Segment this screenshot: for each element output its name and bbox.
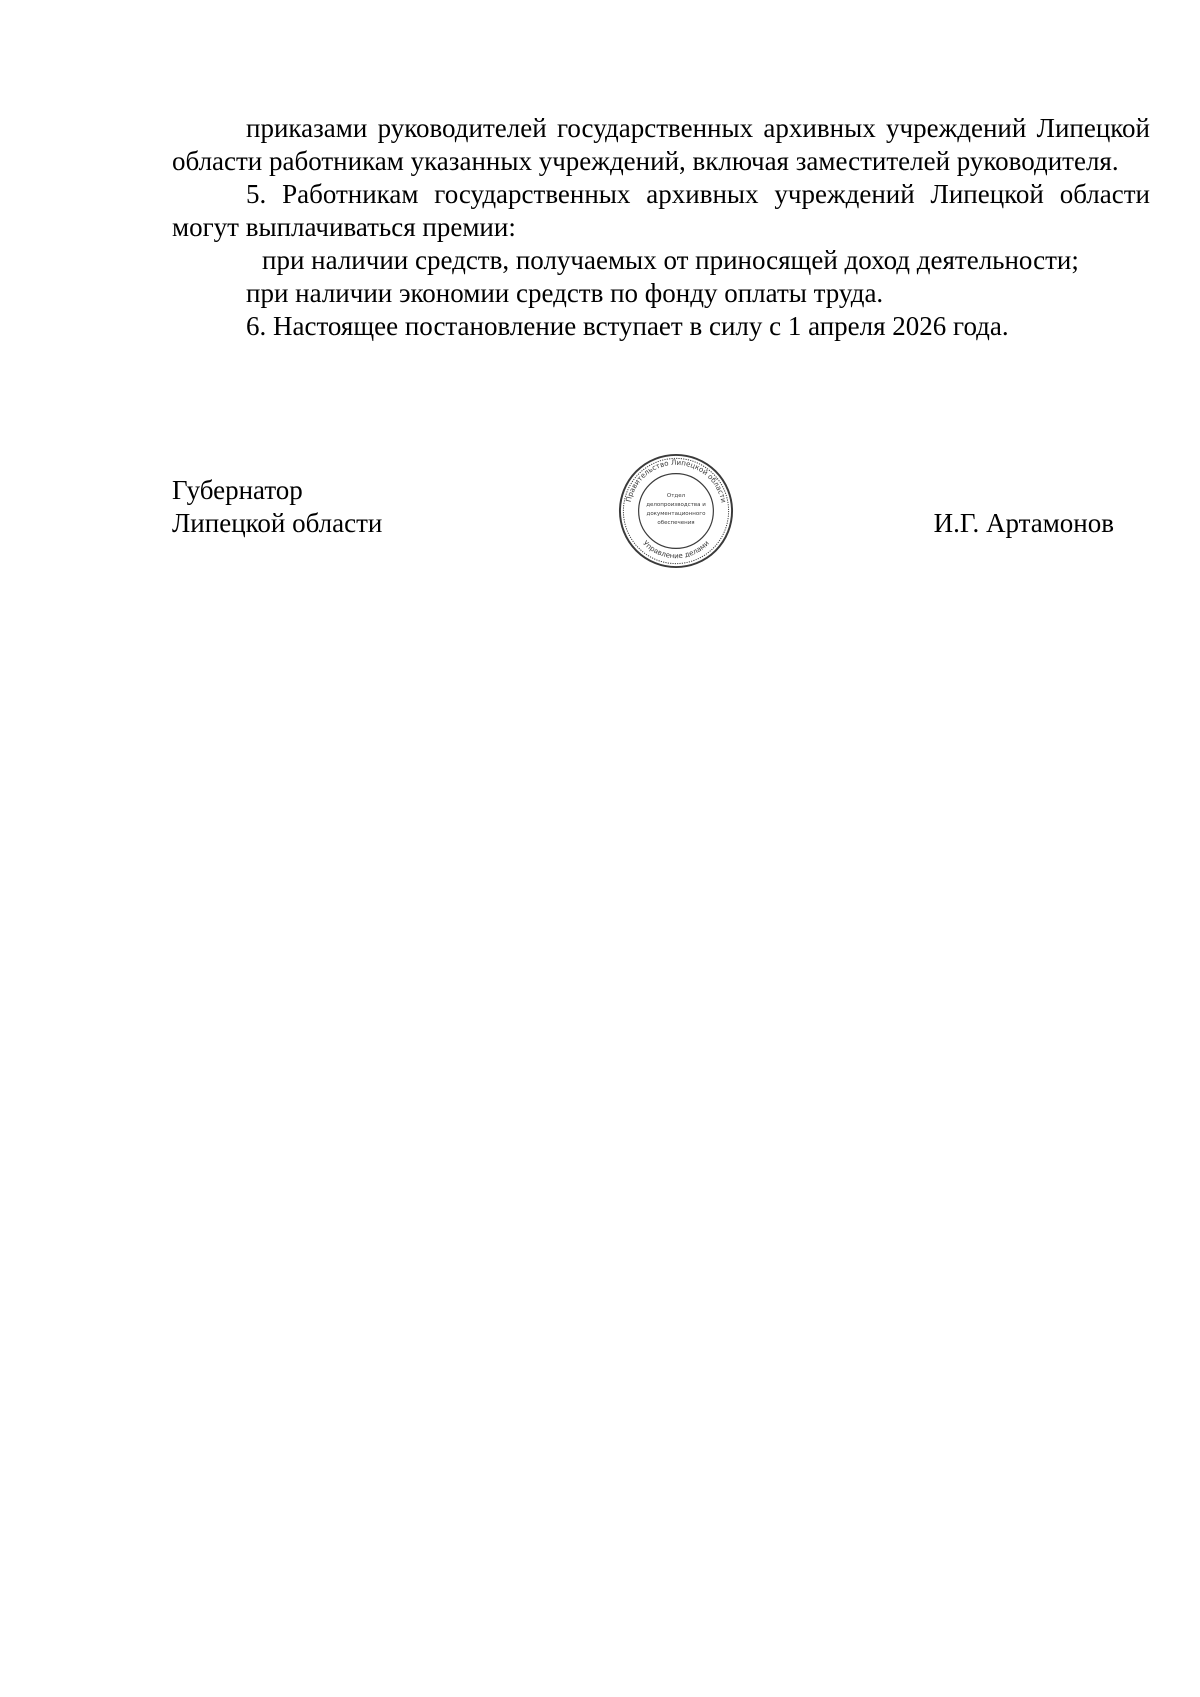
seal-center-line1: Отдел (666, 493, 686, 500)
paragraph-bonus-condition-2: при наличии экономии средств по фонду оплаты труда. (246, 278, 884, 308)
paragraph-bonus-condition-1: при наличии средств, получаемых от приносящей доход деятельности; (262, 245, 1079, 275)
signer-name: И.Г. Артамонов (933, 508, 1114, 538)
seal-center-line2: делопроизводства и (646, 502, 706, 509)
document-body (172, 112, 1150, 343)
paragraph-item-5: 5. Работникам государственных архивных учреждений Липецкой области могут выплачиваться премии: (172, 179, 1150, 242)
signer-position-line1: Губернатор (172, 475, 303, 505)
seal-center-line4: обеспечения (657, 519, 695, 526)
signer-position-line2: Липецкой области (172, 508, 383, 538)
official-seal-stamp (617, 452, 735, 570)
seal-center-line3: документационного (646, 510, 706, 517)
paragraph-continuation: приказами руководителей государственных архивных учреждений Липецкой области работникам указанных учреждений, включая заместителей руководителя. (172, 113, 1150, 176)
seal-bottom-text: Управление делами (641, 538, 711, 561)
paragraph-item-6: 6. Настоящее постановление вступает в силу с 1 апреля 2026 года. (246, 311, 1009, 341)
signer-position (172, 474, 382, 540)
seal-outer-text: Правительство Липецкой области (623, 457, 729, 504)
signature-block (172, 457, 1150, 604)
